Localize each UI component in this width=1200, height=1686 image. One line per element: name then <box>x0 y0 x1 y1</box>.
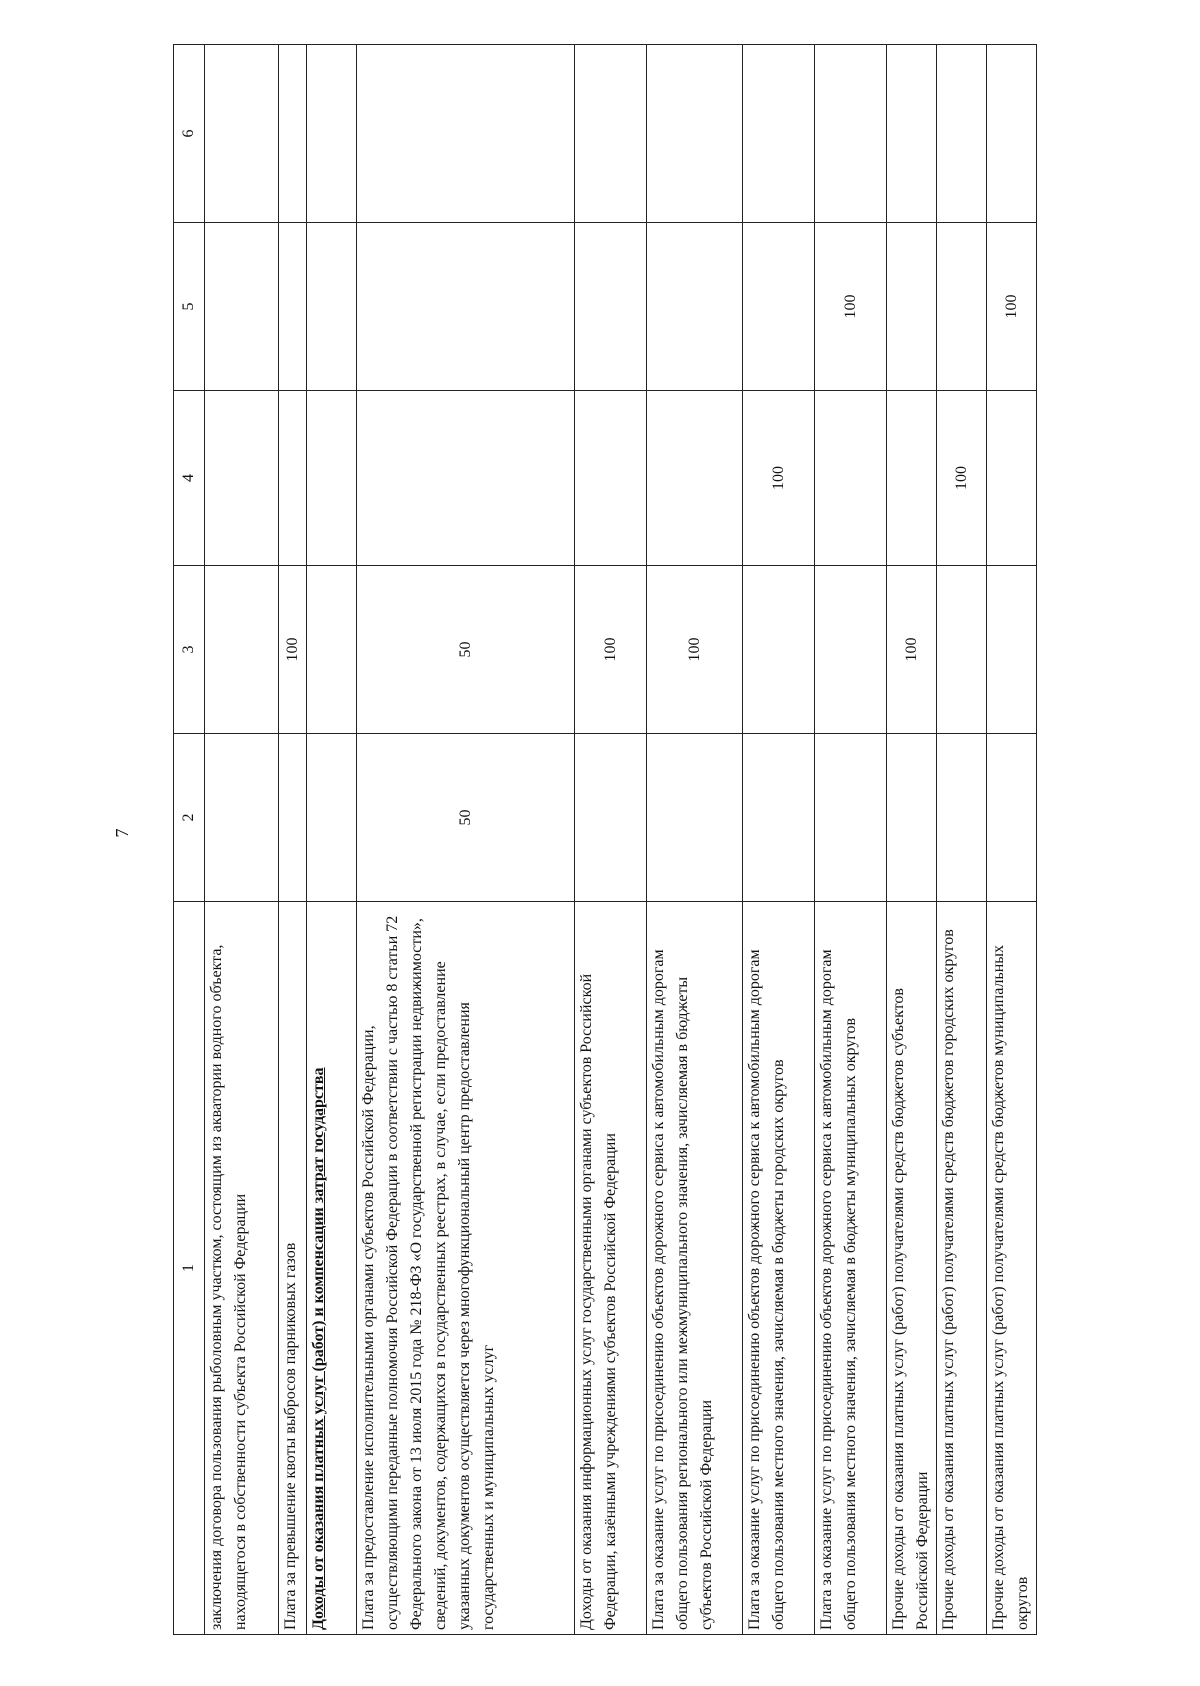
value-col-2 <box>647 734 743 902</box>
page-number: 7 <box>112 828 132 838</box>
value-col-3 <box>815 566 887 734</box>
value-col-3 <box>987 566 1037 734</box>
value-col-6 <box>815 45 887 223</box>
value-col-5: 100 <box>815 223 887 391</box>
revenue-name: Плата за превышение квоты выбросов парниковых газов <box>279 902 307 1635</box>
value-col-3 <box>937 566 987 734</box>
value-col-5: 100 <box>987 223 1037 391</box>
table-row <box>743 45 815 1635</box>
value-col-3 <box>205 566 279 734</box>
value-col-2 <box>815 734 887 902</box>
value-col-2 <box>205 734 279 902</box>
value-col-3 <box>307 566 357 734</box>
value-col-3: 100 <box>575 566 647 734</box>
column-header-6: 6 <box>174 45 205 223</box>
revenue-name: Прочие доходы от оказания платных услуг (работ) получателями средств бюджетов муниципальных округов <box>987 902 1037 1635</box>
revenue-name: Прочие доходы от оказания платных услуг (работ) получателями средств бюджетов городских округов <box>937 902 987 1635</box>
value-col-2 <box>937 734 987 902</box>
value-col-2 <box>987 734 1037 902</box>
table-row <box>357 45 575 1635</box>
value-col-3: 100 <box>647 566 743 734</box>
revenue-name: Плата за предоставление исполнительными органами субъектов Российской Федерации, осуществляющими переданные полномочия Российской Федерации в соответствии с частью 8 статьи 72 Федерального закона от 13 июля 2015 года № 218-ФЗ «О государственной регистрации недвижимости», сведений, документов, содержащихся в государственных реестрах, в случае, если предоставление указанных документов осуществляется через многофункциональный центр предоставления государственных и муниципальных услуг <box>357 902 575 1635</box>
column-header-5: 5 <box>174 223 205 391</box>
column-header-1: 1 <box>174 902 205 1635</box>
revenue-name: Плата за оказание услуг по присоединению объектов дорожного сервиса к автомобильным дорогам общего пользования местного значения, зачисляемая в бюджеты городских округов <box>743 902 815 1635</box>
revenue-name: Прочие доходы от оказания платных услуг (работ) получателями средств бюджетов субъектов Российской Федерации <box>887 902 937 1635</box>
table-row <box>937 45 987 1635</box>
value-col-4: 100 <box>743 391 815 566</box>
column-header-2: 2 <box>174 734 205 902</box>
value-col-5 <box>307 223 357 391</box>
value-col-6 <box>887 45 937 223</box>
table-row <box>987 45 1037 1635</box>
value-col-3: 50 <box>357 566 575 734</box>
table-row-section-heading <box>307 45 357 1635</box>
value-col-4 <box>279 391 307 566</box>
value-col-6 <box>647 45 743 223</box>
value-col-6 <box>357 45 575 223</box>
value-col-6 <box>279 45 307 223</box>
value-col-3 <box>743 566 815 734</box>
revenue-name: Плата за оказание услуг по присоединению объектов дорожного сервиса к автомобильным дорогам общего пользования местного значения, зачисляемая в бюджеты муниципальных округов <box>815 902 887 1635</box>
value-col-4 <box>575 391 647 566</box>
value-col-2 <box>743 734 815 902</box>
revenue-distribution-table-sheet <box>173 45 1043 1635</box>
value-col-4 <box>357 391 575 566</box>
table-row <box>575 45 647 1635</box>
value-col-4 <box>647 391 743 566</box>
value-col-6 <box>575 45 647 223</box>
value-col-5 <box>357 223 575 391</box>
revenue-distribution-table <box>173 44 1037 1635</box>
value-col-5 <box>743 223 815 391</box>
value-col-4 <box>887 391 937 566</box>
value-col-6 <box>307 45 357 223</box>
value-col-5 <box>279 223 307 391</box>
revenue-name: Плата за оказание услуг по присоединению объектов дорожного сервиса к автомобильным дорогам общего пользования регионального или межмуниципального значения, зачисляемая в бюджеты субъектов Российской Федерации <box>647 902 743 1635</box>
revenue-section-heading: Доходы от оказания платных услуг (работ) и компенсации затрат государства <box>307 902 357 1635</box>
value-col-4: 100 <box>937 391 987 566</box>
value-col-2 <box>307 734 357 902</box>
value-col-3: 100 <box>279 566 307 734</box>
revenue-name: Доходы от оказания информационных услуг государственными органами субъектов Российской Федерации, казёнными учреждениями субъектов Российской Федерации <box>575 902 647 1635</box>
table-row <box>815 45 887 1635</box>
value-col-6 <box>205 45 279 223</box>
value-col-4 <box>815 391 887 566</box>
value-col-2 <box>575 734 647 902</box>
value-col-5 <box>575 223 647 391</box>
value-col-5 <box>647 223 743 391</box>
table-header-row <box>174 45 205 1635</box>
table-row <box>647 45 743 1635</box>
value-col-4 <box>205 391 279 566</box>
value-col-2 <box>279 734 307 902</box>
value-col-4 <box>987 391 1037 566</box>
value-col-6 <box>937 45 987 223</box>
revenue-name: заключения договора пользования рыболовным участком, состоящим из акватории водного объекта, находящегося в собственности субъекта Российской Федерации <box>205 902 279 1635</box>
value-col-6 <box>987 45 1037 223</box>
value-col-4 <box>307 391 357 566</box>
value-col-5 <box>887 223 937 391</box>
value-col-5 <box>937 223 987 391</box>
table-row <box>887 45 937 1635</box>
value-col-2: 50 <box>357 734 575 902</box>
value-col-3: 100 <box>887 566 937 734</box>
value-col-2 <box>887 734 937 902</box>
column-header-4: 4 <box>174 391 205 566</box>
value-col-5 <box>205 223 279 391</box>
table-row <box>205 45 279 1635</box>
value-col-6 <box>743 45 815 223</box>
column-header-3: 3 <box>174 566 205 734</box>
table-row <box>279 45 307 1635</box>
